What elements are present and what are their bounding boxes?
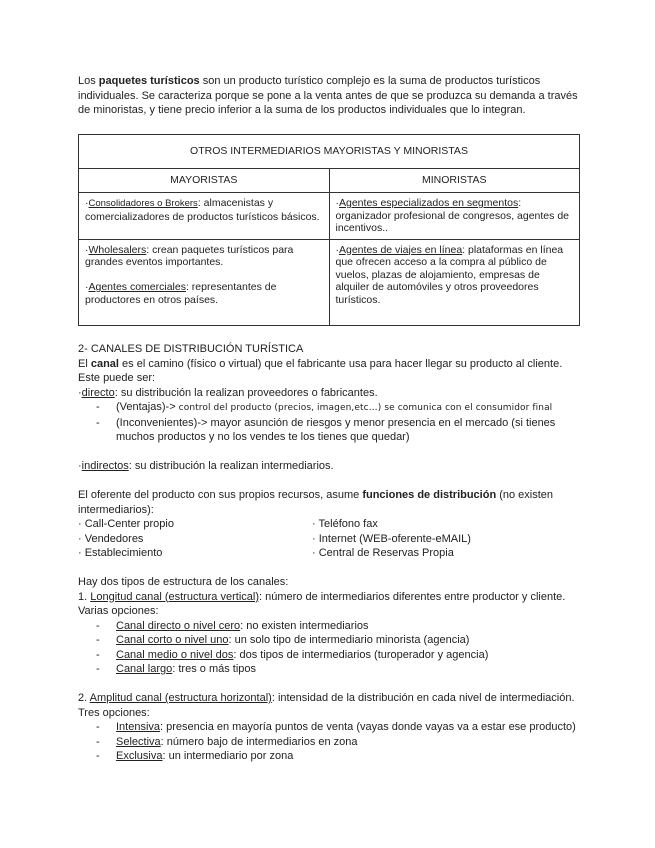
text: (Ventajas)-> bbox=[116, 401, 179, 413]
intro-prefix: Los bbox=[78, 75, 99, 87]
list-item: - Canal largo: tres o más tipos bbox=[96, 663, 257, 675]
text: es el camino (físico o virtual) que el fabricante usa para hacer llegar su producto al cliente. bbox=[118, 357, 563, 370]
intro-rest: son un producto turístico complejo es la suma de productos turísticos individuales. Se caracteriza porque se pone a la venta antes de que se produzca su demanda a través de minoristas, y tiene precio inferior a la suma de los productos individuales que lo integran. bbox=[78, 75, 578, 116]
list-item: - (Ventajas)-> control del producto (precios, imagen,etc…) se comunica con el consumidor final bbox=[96, 401, 553, 413]
cell-text: : representantes de productores en otros países. bbox=[85, 281, 277, 306]
link-directo[interactable]: directo bbox=[81, 386, 115, 399]
text: : tres o más tipos bbox=[172, 663, 257, 675]
link-exclusiva[interactable]: Exclusiva bbox=[116, 750, 163, 762]
list-item: - Exclusiva: un intermediario por zona bbox=[96, 750, 294, 762]
oferente-paragraph bbox=[78, 488, 578, 517]
link-selectiva[interactable]: Selectiva bbox=[116, 735, 161, 748]
text: : su distribución la realizan proveedores o fabricantes. bbox=[114, 386, 378, 399]
link-canal-medio[interactable]: Canal medio o nivel dos bbox=[116, 648, 234, 661]
list-item: - Canal medio o nivel dos: dos tipos de intermediarios (turoperador y agencia) bbox=[96, 648, 489, 661]
link-indirectos[interactable]: indirectos bbox=[81, 460, 129, 472]
link-canal-largo[interactable]: Canal largo bbox=[116, 663, 173, 675]
text-line: Varias opciones: bbox=[78, 605, 159, 617]
ventajas-text: control del producto (precios, imagen,etc…) se comunica con el consumidor final bbox=[178, 403, 553, 413]
text: : un intermediario por zona bbox=[162, 750, 294, 762]
list-item: · Central de Reservas Propia bbox=[312, 547, 454, 559]
intro-paragraph bbox=[78, 74, 578, 118]
intermediaries-table bbox=[78, 134, 580, 326]
cell-text: : organizador profesional de congresos, agentes de incentivos.. bbox=[335, 197, 569, 234]
link-longitud[interactable]: Longitud canal (estructura vertical) bbox=[90, 590, 259, 603]
link-agentes-comerciales[interactable]: Agentes comerciales bbox=[88, 281, 186, 293]
link-canal-directo[interactable]: Canal directo o nivel cero bbox=[116, 619, 241, 632]
list-item: · Establecimiento bbox=[78, 547, 163, 559]
directo-line: ·directo: su distribución la realizan proveedores o fabricantes. bbox=[78, 386, 378, 399]
cell-text: : almacenistas y comercializadores de productos turísticos básicos. bbox=[85, 197, 320, 223]
list-item: - Selectiva: número bajo de intermediarios en zona bbox=[96, 735, 358, 748]
list-item: · Teléfono fax bbox=[312, 518, 378, 530]
bold-funciones: funciones de distribución bbox=[362, 489, 497, 501]
section-heading: 2- CANALES DE DISTRIBUCIÓN TURÍSTICA bbox=[78, 343, 304, 355]
text: (no existen intermediarios): bbox=[78, 489, 554, 516]
link-agentes-especializados[interactable]: Agentes especializados en segmentos bbox=[339, 197, 519, 209]
text: 2. bbox=[78, 692, 90, 704]
table-cell: ·Consolidadores o Brokers: almacenistas y comercializadores de productos turísticos básicos. bbox=[79, 193, 330, 240]
canal-definition bbox=[78, 357, 578, 372]
list-item: - (Inconvenientes)-> mayor asunción de riesgos y menor presencia en el mercado (si tienes muchos productos y no los vendes te los tienes que quedar) bbox=[96, 416, 556, 443]
cell-text: : crean paquetes turísticos para grandes eventos importantes. bbox=[85, 243, 294, 268]
list-row bbox=[78, 546, 578, 561]
link-amplitud[interactable]: Amplitud canal (estructura horizontal) bbox=[89, 692, 272, 704]
link-canal-corto[interactable]: Canal corto o nivel uno bbox=[116, 634, 229, 646]
text: El oferente del producto con sus propios recursos, asume bbox=[78, 489, 363, 501]
list-item: - Canal corto o nivel uno: un solo tipo de intermediario minorista (agencia) bbox=[96, 634, 470, 646]
text: : presencia en mayoría puntos de venta (vayas donde vayas va a estar ese producto) bbox=[160, 721, 576, 733]
link-agentes-viajes[interactable]: Agentes de viajes en línea bbox=[339, 243, 463, 256]
list-item: · Internet (WEB-oferente-eMAIL) bbox=[312, 532, 471, 545]
text-line: Este puede ser: bbox=[78, 372, 156, 384]
col-header-minoristas: MINORISTAS bbox=[329, 169, 580, 193]
amplitud-line bbox=[78, 691, 578, 706]
text: : número de intermediarios diferentes entre productor y cliente. bbox=[258, 590, 566, 603]
text-line: Hay dos tipos de estructura de los canales: bbox=[78, 576, 289, 588]
table-cell: ·Agentes especializados en segmentos: organizador profesional de congresos, agentes de incentivos.. bbox=[329, 193, 580, 240]
text: : su distribución la realizan intermediarios. bbox=[128, 460, 334, 472]
cell-text: : plataformas en línea que ofrecen acceso a la compra al público de vuelos, plazas de alojamiento, empresas de alquiler de automóviles y otros proveedores turísticos. bbox=[335, 243, 564, 306]
longitud-line bbox=[78, 590, 578, 605]
table-cell: ·Agentes de viajes en línea: plataformas en línea que ofrecen acceso a la compra al público de vuelos, plazas de alojamiento, empresas de alquiler de automóviles y otros proveedores turísticos. bbox=[329, 239, 580, 325]
list-item: - Intensiva: presencia en mayoría puntos de venta (vayas donde vayas va a estar ese producto) bbox=[96, 721, 576, 733]
list-item: - Canal directo o nivel cero: no existen intermediarios bbox=[96, 619, 369, 632]
col-header-mayoristas: MAYORISTAS bbox=[79, 169, 330, 193]
indirectos-line: ·indirectos: su distribución la realizan intermediarios. bbox=[78, 460, 334, 472]
list-row bbox=[78, 532, 578, 547]
text: 1. bbox=[78, 590, 91, 603]
text: : número bajo de intermediarios en zona bbox=[160, 735, 358, 748]
table-title: OTROS INTERMEDIARIOS MAYORISTAS Y MINORISTAS bbox=[79, 135, 580, 169]
link-intensiva[interactable]: Intensiva bbox=[116, 721, 161, 733]
text: El bbox=[78, 357, 91, 370]
section-2 bbox=[78, 342, 578, 764]
link-wholesalers[interactable]: Wholesalers bbox=[88, 243, 147, 256]
list-item: · Vendedores bbox=[78, 532, 144, 545]
text: : un solo tipo de intermediario minorista (agencia) bbox=[228, 634, 470, 646]
link-consolidadores[interactable]: Consolidadores o Brokers bbox=[88, 198, 198, 209]
inconvenientes-text: (Inconvenientes)-> mayor asunción de riesgos y menor presencia en el mercado (si tienes muchos productos y no los vendes te los tienes que quedar) bbox=[116, 416, 556, 443]
text: : dos tipos de intermediarios (turoperador y agencia) bbox=[233, 648, 489, 661]
table-cell: ·Wholesalers: crean paquetes turísticos para grandes eventos importantes. ·Agentes comerciales: representantes de productores en otros países. bbox=[79, 239, 330, 325]
list-row bbox=[78, 517, 578, 532]
bold-canal: canal bbox=[90, 357, 119, 370]
intro-bold-term: paquetes turísticos bbox=[98, 75, 200, 87]
text: : no existen intermediarios bbox=[240, 619, 369, 632]
text: : intensidad de la distribución en cada nivel de intermediación. bbox=[271, 692, 575, 704]
text-line: Tres opciones: bbox=[78, 706, 150, 719]
list-item: · Call-Center propio bbox=[78, 518, 174, 530]
